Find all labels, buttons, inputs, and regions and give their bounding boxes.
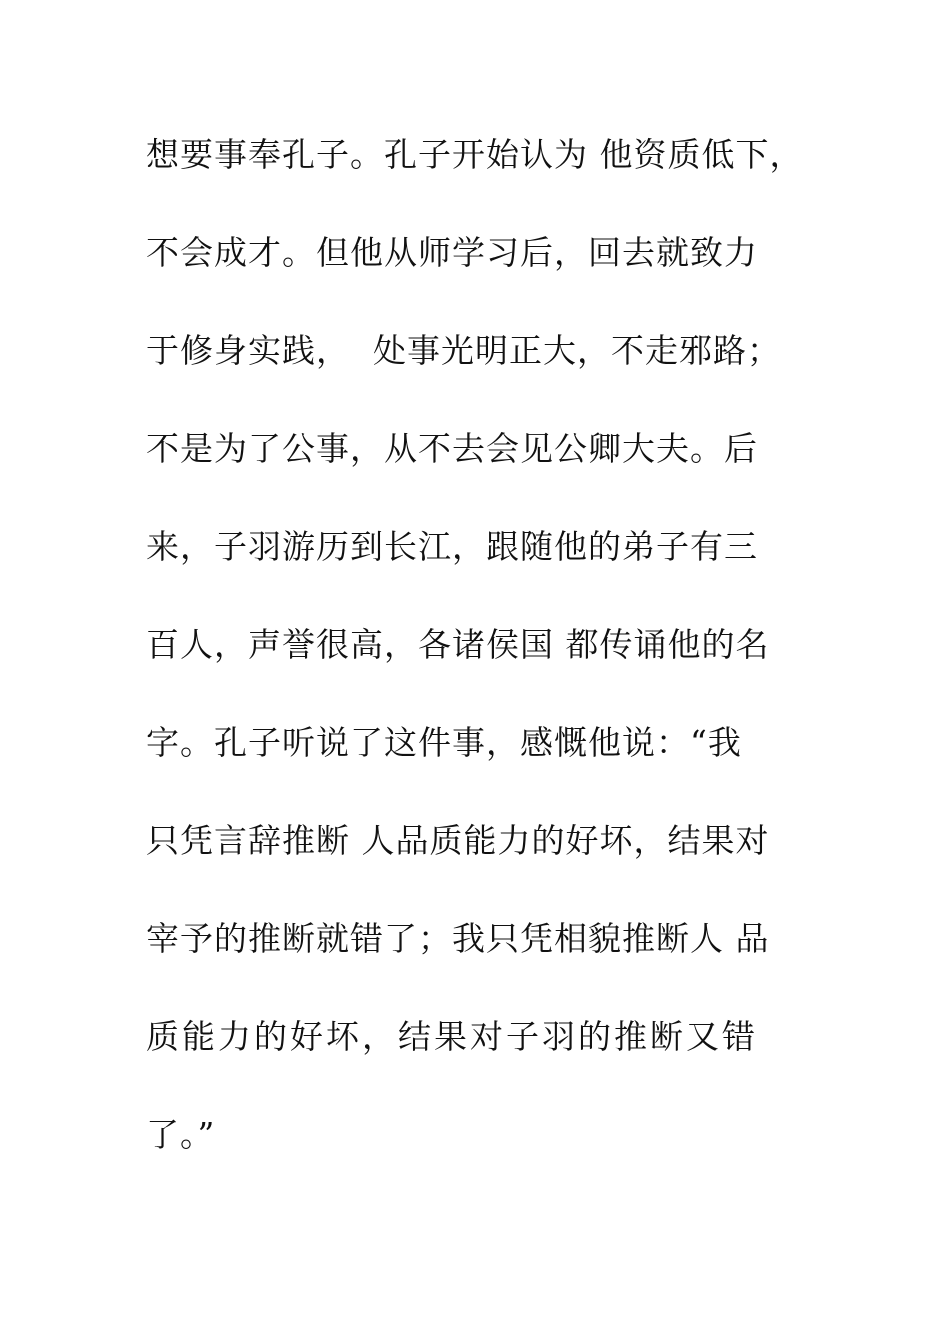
text-line-8: 只凭言辞推断 人品质能力的好坏，结果对	[146, 821, 770, 860]
text-line-9: 宰予的推断就错了；我只凭相貌推断人 品	[146, 919, 770, 958]
text-line-11: 了。”	[146, 1115, 216, 1154]
text-line-6: 百人，声誉很高，各诸侯国 都传诵他的名	[146, 625, 770, 664]
text-line-3: 于修身实践， 处事光明正大，不走邪路；	[146, 331, 781, 370]
text-line-5: 来，子羽游历到长江，跟随他的弟子有三	[146, 527, 758, 566]
text-line-4: 不是为了公事，从不去会见公卿大夫。后	[146, 429, 758, 468]
body-text	[146, 127, 846, 1205]
text-line-7: 字。孔子听说了这件事，感慨他说：“我	[146, 723, 742, 762]
text-line-10: 质能力的好坏，结果对子羽的推断又错	[146, 1017, 758, 1056]
text-line-1: 想要事奉孔子。孔子开始认为 他资质低下，	[146, 135, 804, 174]
text-line-2: 不会成才。但他从师学习后，回去就致力	[146, 233, 758, 272]
